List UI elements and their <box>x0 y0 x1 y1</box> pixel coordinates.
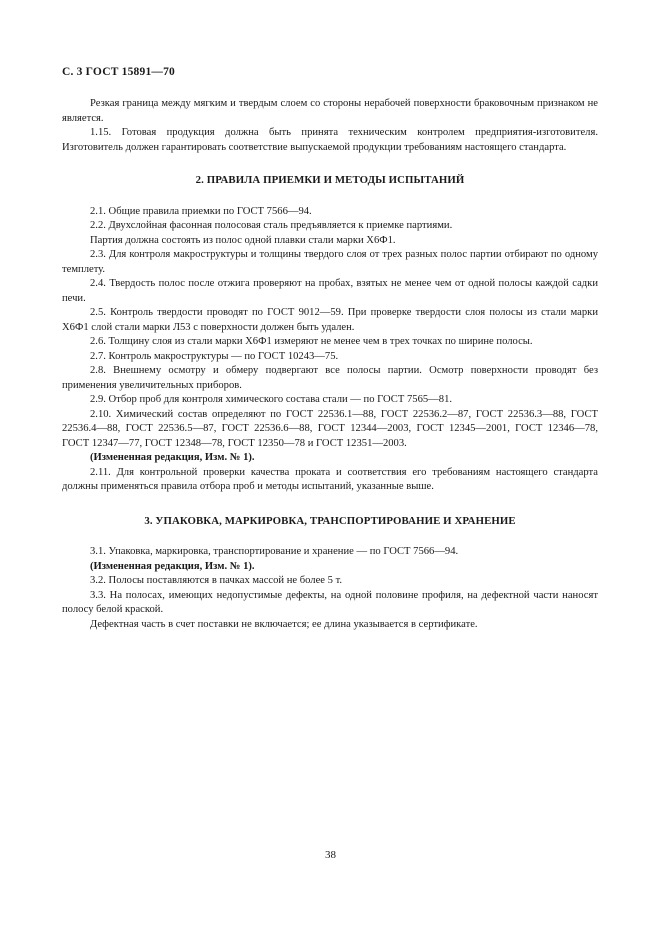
paragraph: 2.8. Внешнему осмотру и обмеру подвергают все полосы партии. Осмотр поверхности проводят без применения увеличительных приборов. <box>62 365 598 391</box>
paragraph: 3.3. На полосах, имеющих недопустимые дефекты, на одной половине профиля, на дефектной части наносят полосу белой краской. <box>62 589 598 615</box>
paragraph: Партия должна состоять из полос одной плавки стали марки Х6Ф1. <box>90 234 396 246</box>
paragraph: Дефектная часть в счет поставки не включается; ее длина указывается в сертификате. <box>90 618 478 630</box>
paragraph: 2.3. Для контроля макроструктуры и толщины твердого слоя от трех разных полос партии отбирают по одному темплету. <box>62 249 598 275</box>
paragraph: 2.7. Контроль макроструктуры — по ГОСТ 10243—75. <box>90 350 339 362</box>
paragraph: 2.10. Химический состав определяют по ГОСТ 22536.1—88, ГОСТ 22536.2—87, ГОСТ 22536.3—88, ГОСТ 22536.4—88, ГОСТ 22536.5—87, ГОСТ 22536.6—88, ГОСТ 12344—2003, ГОСТ 12345—2001, ГОСТ 12346—78, ГОСТ 12347—77, ГОСТ 12348—78, ГОСТ 12350—78 и ГОСТ 12351—2003. <box>62 408 598 449</box>
paragraph: 2.2. Двухслойная фасонная полосовая сталь предъявляется к приемке партиями. <box>90 220 453 231</box>
paragraph: 2.5. Контроль твердости проводят по ГОСТ 9012—59. При проверке твердости слоя полосы из стали марки Х6Ф1 слой стали марки Л53 с поверхности должен быть удален. <box>62 307 598 333</box>
revision-note: (Измененная редакция, Изм. № 1). <box>90 560 255 572</box>
paragraph: 3.2. Полосы поставляются в пачках массой не более 5 т. <box>90 575 343 586</box>
paragraph: 2.11. Для контрольной проверки качества проката и соответствия его требованиям настоящего стандарта должны применяться правила отбора проб и методы испытаний, указанные выше. <box>62 466 598 492</box>
paragraph: 1.15. Готовая продукция должна быть принята техническим контролем предприятия-изготовителя. Изготовитель должен гарантировать соответствие выпускаемой продукции требованиям настоящего стандарта. <box>62 127 598 153</box>
paragraph: 2.4. Твердость полос после отжига проверяют на пробах, взятых не менее чем от одной полосы каждой садки печи. <box>62 278 598 304</box>
document-body <box>62 97 598 632</box>
paragraph: 2.6. Толщину слоя из стали марки Х6Ф1 измеряют не менее чем в трех точках по ширине полосы. <box>90 336 533 347</box>
paragraph: 2.1. Общие правила приемки по ГОСТ 7566—94. <box>90 205 312 217</box>
revision-note: (Измененная редакция, Изм. № 1). <box>90 452 255 463</box>
paragraph: 2.9. Отбор проб для контроля химического состава стали — по ГОСТ 7565—81. <box>90 394 453 405</box>
paragraph: 3.1. Упаковка, маркировка, транспортирование и хранение — по ГОСТ 7566—94. <box>90 546 459 557</box>
paragraph: Резкая граница между мягким и твердым слоем со стороны нерабочей поверхности браковочным признаком не является. <box>62 98 598 124</box>
section-3-title: 3. УПАКОВКА, МАРКИРОВКА, ТРАНСПОРТИРОВАНИЕ И ХРАНЕНИЕ <box>144 514 516 527</box>
page-header: С. 3 ГОСТ 15891—70 <box>62 66 175 78</box>
page-number: 38 <box>325 849 336 861</box>
section-2-title: 2. ПРАВИЛА ПРИЕМКИ И МЕТОДЫ ИСПЫТАНИЙ <box>195 174 465 186</box>
